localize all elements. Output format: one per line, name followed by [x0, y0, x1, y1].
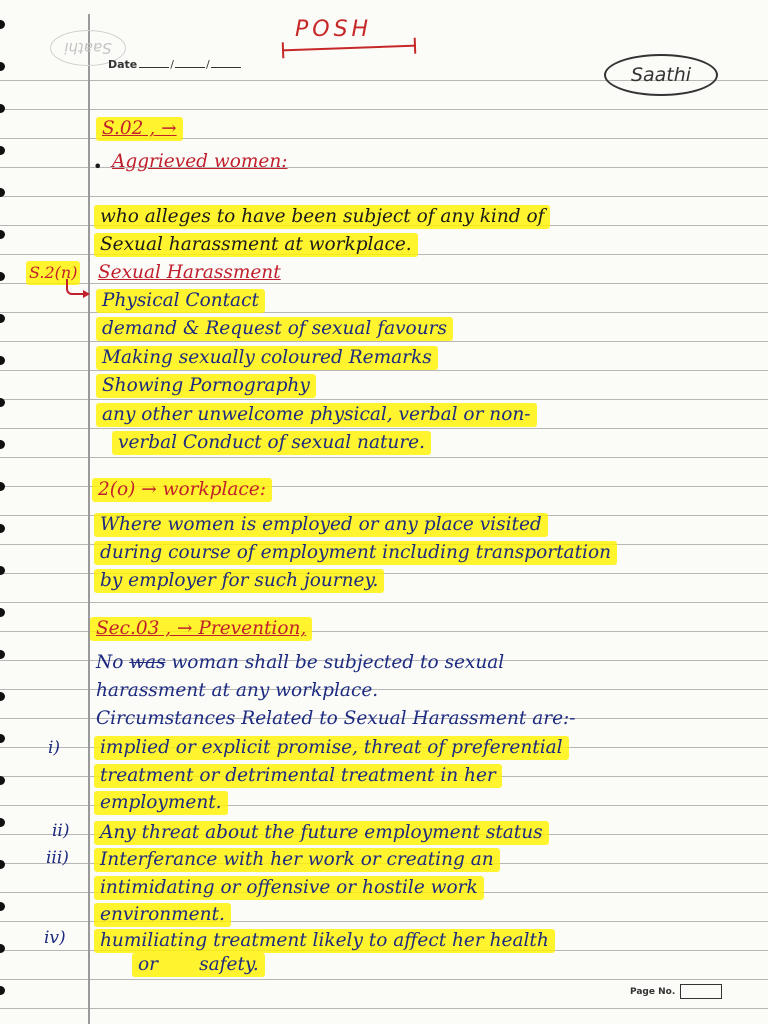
harassment-item: demand & Request of sexual favours: [96, 317, 453, 341]
circumstance-item: intimidating or offensive or hostile work: [94, 876, 484, 900]
section-heading-s02: S.02 , →: [96, 117, 183, 141]
date-label: Date: [108, 58, 138, 71]
workplace-definition-line: by employer for such journey.: [94, 569, 384, 593]
arrow-hook-icon: [66, 279, 86, 295]
prevention-word: No: [96, 652, 124, 673]
date-month-blank: [175, 67, 205, 68]
section-heading-sec03: Sec.03 , → Prevention,: [90, 617, 312, 641]
definition-line: who alleges to have been subject of any kind of: [94, 205, 550, 229]
struck-word: was: [129, 652, 166, 673]
section-label-s2n: S.2(n): [26, 261, 80, 285]
harassment-item: Physical Contact: [96, 289, 265, 313]
list-marker: iv): [44, 928, 66, 948]
margin-line: [88, 14, 90, 1024]
prevention-line: harassment at any workplace.: [96, 680, 379, 701]
brand-logo: Saathi: [604, 54, 718, 96]
date-separator: /: [170, 58, 174, 71]
binding-holes: [0, 0, 10, 1024]
brand-logo-faded: Saathi: [50, 30, 126, 66]
prevention-text: woman shall be subjected to sexual: [171, 652, 505, 673]
list-marker: i): [48, 738, 61, 758]
harassment-item: Making sexually coloured Remarks: [96, 346, 438, 370]
circumstance-item: employment.: [94, 791, 228, 815]
workplace-definition-line: Where women is employed or any place visited: [94, 513, 548, 537]
circumstance-item: Interferance with her work or creating an: [94, 848, 500, 872]
section-heading-sexual-harassment: Sexual Harassment: [98, 262, 281, 283]
date-year-blank: [211, 67, 241, 68]
term-aggrieved-women: Aggrieved women:: [112, 151, 288, 172]
bullet-mark: •: [93, 157, 103, 176]
circumstance-item: environment.: [94, 903, 231, 927]
page-number-field: [630, 984, 722, 999]
circumstance-item: humiliating treatment likely to affect her health: [94, 929, 555, 953]
circumstance-item: Any threat about the future employment status: [94, 821, 549, 845]
page-title: POSH: [295, 17, 373, 42]
list-marker: iii): [46, 848, 69, 868]
circumstance-item: [132, 953, 265, 977]
definition-line: Sexual harassment at workplace.: [94, 233, 418, 257]
date-separator: /: [206, 58, 210, 71]
conjunction-word: or: [138, 954, 158, 975]
page-number-label: Page No.: [630, 986, 676, 997]
workplace-definition-line: during course of employment including transportation: [94, 541, 617, 565]
prevention-line: [96, 651, 504, 675]
circumstance-word: safety.: [199, 954, 259, 975]
circumstance-item: treatment or detrimental treatment in her: [94, 764, 502, 788]
circumstances-heading: Circumstances Related to Sexual Harassment are:-: [96, 708, 576, 729]
section-heading-workplace: 2(o) → workplace:: [92, 478, 272, 502]
list-marker: ii): [52, 821, 70, 841]
harassment-item: Showing Pornography: [96, 374, 316, 398]
date-field: [108, 58, 241, 71]
date-day-blank: [139, 67, 169, 68]
circumstance-item: implied or explicit promise, threat of preferential: [94, 736, 569, 760]
page-number-box: [680, 984, 722, 999]
harassment-item: any other unwelcome physical, verbal or non-: [96, 403, 537, 427]
harassment-item: verbal Conduct of sexual nature.: [112, 431, 431, 455]
